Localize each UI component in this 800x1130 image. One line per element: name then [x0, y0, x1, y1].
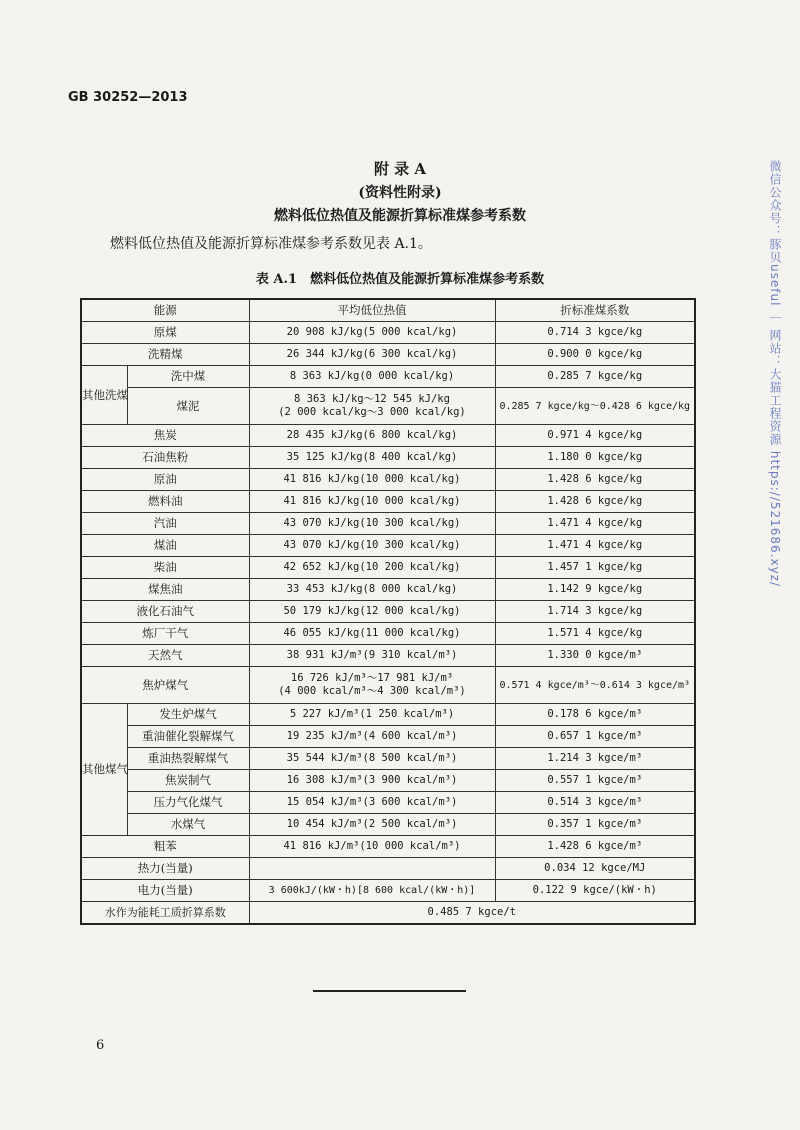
heat-value: 35 125 kJ/kg(8 400 kcal/kg) [249, 447, 495, 469]
heat-value: 46 055 kJ/kg(11 000 kcal/kg) [249, 623, 495, 645]
energy-name: 石油焦粉 [81, 447, 249, 469]
table-row [81, 366, 695, 388]
table-row [81, 902, 695, 925]
heat-value: 35 544 kJ/m³(8 500 kcal/m³) [249, 748, 495, 770]
table-row [81, 645, 695, 667]
heat-value: 3 600kJ/(kW・h)[8 600 kcal/(kW・h)] [249, 880, 495, 902]
heat-value-line2: (2 000 kcal/kg～3 000 kcal/kg) [278, 406, 466, 418]
coefficient: 1.714 3 kgce/kg [495, 601, 695, 623]
coefficient: 0.971 4 kgce/kg [495, 425, 695, 447]
appendix-heading: 燃料低位热值及能源折算标准煤参考系数 [274, 208, 526, 224]
table-row [81, 513, 695, 535]
table-row [81, 704, 695, 726]
coefficient: 1.428 6 kgce/m³ [495, 836, 695, 858]
energy-name: 原煤 [81, 322, 249, 344]
energy-name: 柴油 [81, 557, 249, 579]
table-row [81, 557, 695, 579]
heat-value: 43 070 kJ/kg(10 300 kcal/kg) [249, 513, 495, 535]
heat-value-line2: (4 000 kcal/m³～4 300 kcal/m³) [278, 685, 466, 697]
table-row [81, 579, 695, 601]
heat-value: 15 054 kJ/m³(3 600 kcal/m³) [249, 792, 495, 814]
table-row [81, 344, 695, 366]
energy-name: 重油催化裂解煤气 [127, 726, 249, 748]
heat-value [249, 388, 495, 425]
coefficient: 1.471 4 kgce/kg [495, 513, 695, 535]
table-row [81, 469, 695, 491]
heat-value: 50 179 kJ/kg(12 000 kcal/kg) [249, 601, 495, 623]
energy-name: 焦炭 [81, 425, 249, 447]
energy-name: 焦炉煤气 [81, 667, 249, 704]
energy-name: 汽油 [81, 513, 249, 535]
energy-name: 原油 [81, 469, 249, 491]
heat-value [249, 667, 495, 704]
energy-name: 煤油 [81, 535, 249, 557]
energy-name: 重油热裂解煤气 [127, 748, 249, 770]
table-row [81, 491, 695, 513]
coefficient-table [80, 298, 696, 925]
heat-value [249, 858, 495, 880]
header-coefficient: 折标准煤系数 [495, 299, 695, 322]
table-row [81, 447, 695, 469]
energy-name: 热力(当量) [81, 858, 249, 880]
energy-name: 燃料油 [81, 491, 249, 513]
coefficient: 0.900 0 kgce/kg [495, 344, 695, 366]
group-label-other-gas [81, 704, 127, 836]
heat-value: 28 435 kJ/kg(6 800 kcal/kg) [249, 425, 495, 447]
heat-value: 8 363 kJ/kg(0 000 kcal/kg) [249, 366, 495, 388]
appendix-title: 附 录 A [373, 160, 427, 178]
table-row [81, 601, 695, 623]
watermark-text: 微信公众号：豚贝useful ｜ 网站：大猫工程资源 https://521686.xyz/ [768, 160, 782, 588]
table-row [81, 322, 695, 344]
header-heat-value: 平均低位热值 [249, 299, 495, 322]
coefficient: 0.714 3 kgce/kg [495, 322, 695, 344]
coefficient: 0.357 1 kgce/m³ [495, 814, 695, 836]
standard-code: GB 30252—2013 [68, 90, 188, 105]
intro-paragraph: 燃料低位热值及能源折算标准煤参考系数见表 A.1。 [110, 236, 432, 252]
appendix-subtitle: (资料性附录) [358, 185, 442, 201]
coefficient: 1.428 6 kgce/kg [495, 469, 695, 491]
group-label-other-coal [81, 366, 127, 425]
table-row [81, 814, 695, 836]
heat-value: 19 235 kJ/m³(4 600 kcal/m³) [249, 726, 495, 748]
table-row [81, 858, 695, 880]
energy-name: 电力(当量) [81, 880, 249, 902]
header-energy: 能源 [81, 299, 249, 322]
energy-name: 洗精煤 [81, 344, 249, 366]
heat-value: 33 453 kJ/kg(8 000 kcal/kg) [249, 579, 495, 601]
table-row [81, 667, 695, 704]
coefficient: 0.657 1 kgce/m³ [495, 726, 695, 748]
table-row [81, 770, 695, 792]
energy-name: 水作为能耗工质折算系数 [81, 902, 249, 925]
heat-value: 20 908 kJ/kg(5 000 kcal/kg) [249, 322, 495, 344]
table-row [81, 726, 695, 748]
coefficient: 0.034 12 kgce/MJ [495, 858, 695, 880]
energy-name: 水煤气 [127, 814, 249, 836]
energy-name: 焦炭制气 [127, 770, 249, 792]
table-header-row [81, 299, 695, 322]
heat-value: 42 652 kJ/kg(10 200 kcal/kg) [249, 557, 495, 579]
heat-value: 43 070 kJ/kg(10 300 kcal/kg) [249, 535, 495, 557]
table-row [81, 388, 695, 425]
energy-name: 粗苯 [81, 836, 249, 858]
table-row [81, 425, 695, 447]
table-row [81, 880, 695, 902]
coefficient: 1.457 1 kgce/kg [495, 557, 695, 579]
heat-value-line1: 16 726 kJ/m³～17 981 kJ/m³ [290, 672, 454, 684]
energy-name: 煤焦油 [81, 579, 249, 601]
heat-value: 38 931 kJ/m³(9 310 kcal/m³) [249, 645, 495, 667]
energy-name: 压力气化煤气 [127, 792, 249, 814]
energy-name: 煤泥 [127, 388, 249, 425]
coefficient: 0.285 7 kgce/kg [495, 366, 695, 388]
merged-coefficient: 0.485 7 kgce/t [249, 902, 695, 925]
coefficient: 0.514 3 kgce/m³ [495, 792, 695, 814]
page-number: 6 [96, 1038, 105, 1053]
coefficient: 1.571 4 kgce/kg [495, 623, 695, 645]
footer-rule [313, 990, 466, 992]
coefficient: 1.142 9 kgce/kg [495, 579, 695, 601]
coefficient: 1.214 3 kgce/m³ [495, 748, 695, 770]
energy-name: 天然气 [81, 645, 249, 667]
heat-value: 5 227 kJ/m³(1 250 kcal/m³) [249, 704, 495, 726]
energy-name: 洗中煤 [127, 366, 249, 388]
heat-value: 41 816 kJ/kg(10 000 kcal/kg) [249, 491, 495, 513]
coefficient: 1.330 0 kgce/m³ [495, 645, 695, 667]
table-row [81, 623, 695, 645]
coefficient: 0.285 7 kgce/kg～0.428 6 kgce/kg [495, 388, 695, 425]
table-row [81, 792, 695, 814]
group-label-text: 其他煤气 [82, 762, 128, 776]
energy-name: 液化石油气 [81, 601, 249, 623]
coefficient: 1.428 6 kgce/kg [495, 491, 695, 513]
table-row [81, 535, 695, 557]
coefficient: 0.557 1 kgce/m³ [495, 770, 695, 792]
coefficient: 0.178 6 kgce/m³ [495, 704, 695, 726]
table-row [81, 748, 695, 770]
coefficient: 0.122 9 kgce/(kW・h) [495, 880, 695, 902]
heat-value-line1: 8 363 kJ/kg～12 545 kJ/kg [294, 393, 450, 405]
coefficient: 1.471 4 kgce/kg [495, 535, 695, 557]
heat-value: 41 816 kJ/m³(10 000 kcal/m³) [249, 836, 495, 858]
table-caption: 表 A.1 燃料低位热值及能源折算标准煤参考系数 [255, 272, 545, 287]
coefficient: 0.571 4 kgce/m³～0.614 3 kgce/m³ [495, 667, 695, 704]
heat-value: 26 344 kJ/kg(6 300 kcal/kg) [249, 344, 495, 366]
heat-value: 10 454 kJ/m³(2 500 kcal/m³) [249, 814, 495, 836]
group-label-text: 其他洗煤 [82, 387, 128, 402]
heat-value: 41 816 kJ/kg(10 000 kcal/kg) [249, 469, 495, 491]
heat-value: 16 308 kJ/m³(3 900 kcal/m³) [249, 770, 495, 792]
energy-name: 发生炉煤气 [127, 704, 249, 726]
table-row [81, 836, 695, 858]
coefficient: 1.180 0 kgce/kg [495, 447, 695, 469]
energy-name: 炼厂干气 [81, 623, 249, 645]
